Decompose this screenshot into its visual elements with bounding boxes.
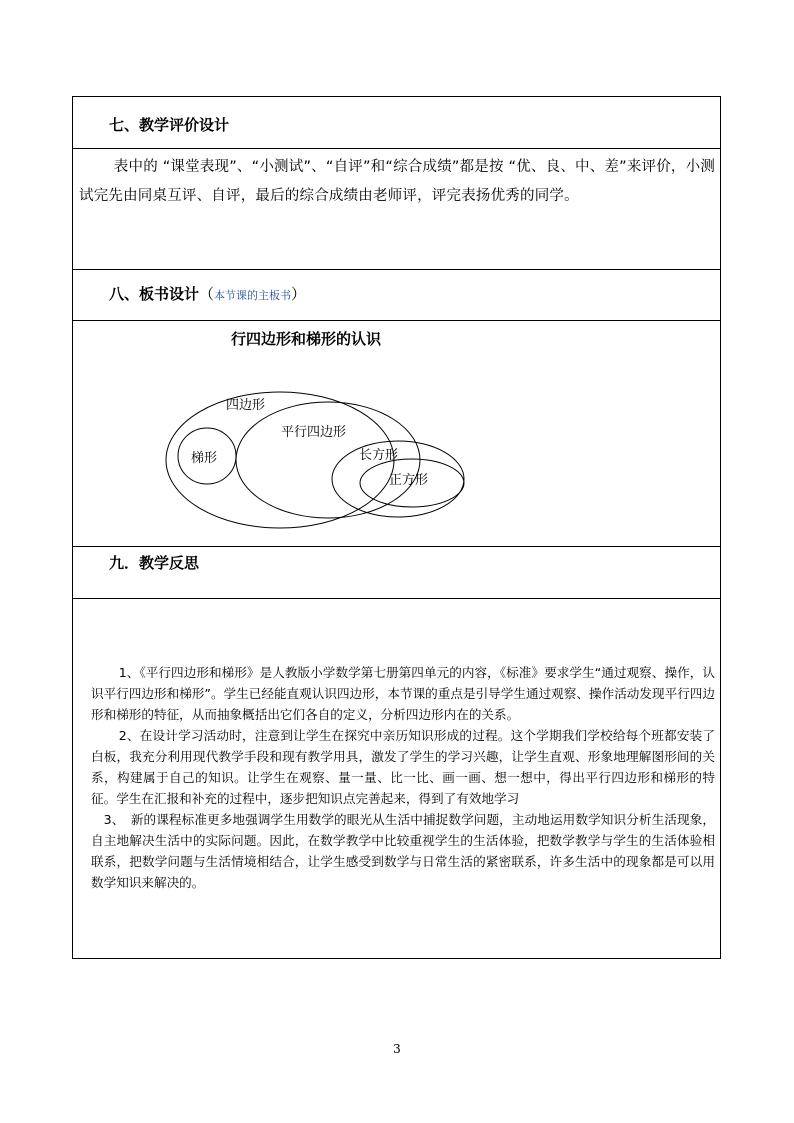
paren-open: （ [199,285,215,303]
divider [73,269,720,270]
label-parallelogram: 平行四边形 [281,425,347,440]
label-trapezoid: 梯形 [191,451,218,466]
reflection-paragraph-3: 3、 新的课程标准更多地强调学生用数学的眼光从生活中捕捉数学问题，主动地运用数学知识分析生活现象，自主地解决生活中的实际问题。因此，在数学教学中比较重视学生的生活体验，把数学教学与学生的生活体验相联系，把数学问题与生活情境相结合，让学生感受到数学与日常生活的紧密联系，许多生活中的现象都是可以用数学知识来解决的。 [91,812,715,890]
divider [73,546,720,547]
label-quadrilateral: 四边形 [226,398,266,413]
evaluation-table [72,96,721,959]
section8-note: 本节课的主板书 [214,289,292,302]
section9-title: 九．教学反思 [109,554,200,572]
divider [73,598,720,599]
diagram-title: 行四边形和梯形的认识 [231,330,382,348]
section8-title-text: 八、板书设计 [109,285,200,303]
section9-text [91,662,715,893]
label-square: 正方形 [389,473,429,488]
section8-title [109,284,306,306]
venn-diagram [73,320,722,546]
divider [73,148,720,149]
section7-title: 七、教学评价设计 [109,116,230,134]
paren-close: ） [291,285,307,303]
label-rectangle: 长方形 [359,448,399,463]
blackboard-diagram [73,320,722,546]
reflection-paragraph-2: 2、在设计学习活动时，注意到让学生在探究中亲历知识形成的过程。这个学期我们学校给每个班都安装了白板，我充分利用现代教学手段和现有教学用具，激发了学生的学习兴趣，让学生直观、形象地理解图形间的关系，构建属于自己的知识。让学生在观察、量一量、比一比、画一画、想一想中，得出平行四边形和梯形的特征。学生在汇报和补充的过程中，逐步把知识点完善起来，得到了有效地学习 [91,728,715,806]
reflection-paragraph-1: 1、《平行四边形和梯形》是人教版小学数学第七册第四单元的内容，《标准》要求学生“通过观察、操作，认识平行四边形和梯形”。学生已经能直观认识四边形，本节课的重点是引导学生通过观察、操作活动发现平行四边形和梯形的特征，从而抽象概括出它们各自的定义，分析四边形内在的关系。 [91,665,715,722]
section7-text: 表中的 “课堂表现”、“小测试”、“自评”和“综合成绩”都是按 “优、良、中、差”来评价，小测试完先由同桌互评、自评，最后的综合成绩由老师评，评完表扬优秀的同学。 [79,159,716,204]
page-number: 3 [393,1042,401,1056]
